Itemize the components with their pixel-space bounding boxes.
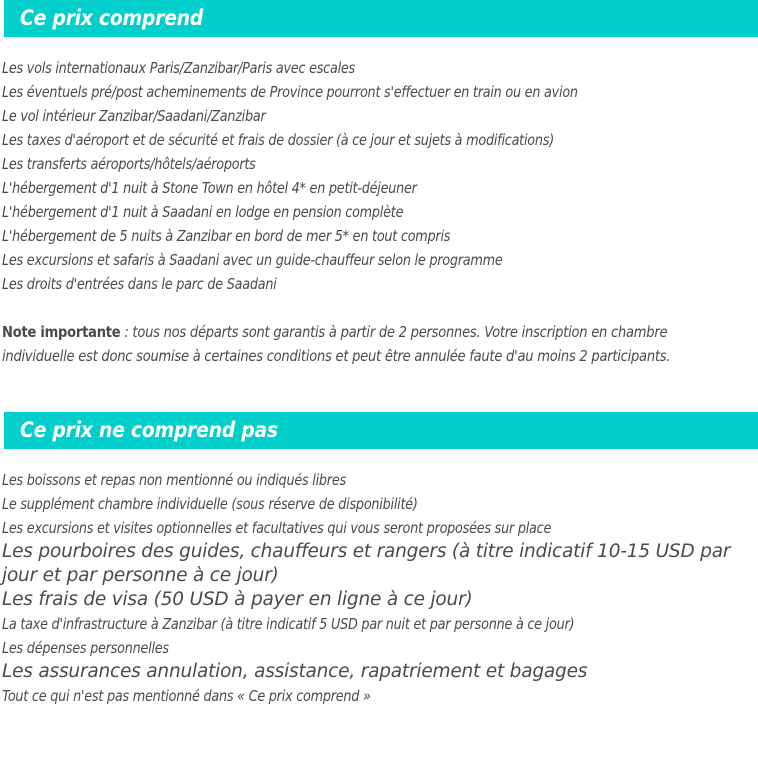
list-item: L'hébergement d'1 nuit à Saadani en lodge en pension complète bbox=[2, 203, 404, 221]
list-item: Les éventuels pré/post acheminements de Province pourront s'effectuer en train ou en avion bbox=[2, 83, 578, 101]
list-item: L'hébergement de 5 nuits à Zanzibar en bord de mer 5* en tout compris bbox=[2, 227, 451, 245]
section-header-included bbox=[4, 0, 758, 37]
list-item: Les dépenses personnelles bbox=[2, 639, 169, 657]
list-item: Les pourboires des guides, chauffeurs et rangers (à titre indicatif 10-15 USD par jour et par personne à ce jour) bbox=[2, 541, 731, 586]
important-note-lead: Note importante bbox=[2, 323, 121, 341]
spacer bbox=[2, 296, 756, 320]
list-item: Les assurances annulation, assistance, rapatriement et bagages bbox=[2, 661, 588, 682]
list-item: Les excursions et visites optionnelles et facultatives qui vous seront proposées sur place bbox=[2, 519, 552, 537]
section-body-included bbox=[0, 56, 758, 368]
list-item: Les frais de visa (50 USD à payer en ligne à ce jour) bbox=[2, 589, 473, 610]
important-note-text: : tous nos départs sont garantis à partir de 2 personnes. Votre inscription en chambre individuelle est donc soumise à certaines conditions et peut être annulée faute d'au moins 2 participants. bbox=[2, 323, 671, 365]
spacer bbox=[0, 368, 758, 412]
section-header-excluded bbox=[4, 412, 758, 449]
list-item: Tout ce qui n'est pas mentionné dans « Ce prix comprend » bbox=[2, 687, 371, 705]
list-item: L'hébergement d'1 nuit à Stone Town en hôtel 4* en petit-déjeuner bbox=[2, 179, 417, 197]
list-item: Les vols internationaux Paris/Zanzibar/Paris avec escales bbox=[2, 59, 355, 77]
list-item: Les excursions et safaris à Saadani avec un guide-chauffeur selon le programme bbox=[2, 251, 503, 269]
list-item: La taxe d'infrastructure à Zanzibar (à titre indicatif 5 USD par nuit et par personne à ce jour) bbox=[2, 615, 575, 633]
list-item: Les taxes d'aéroport et de sécurité et frais de dossier (à ce jour et sujets à modifications) bbox=[2, 131, 554, 149]
list-item: Les transferts aéroports/hôtels/aéroports bbox=[2, 155, 256, 173]
spacer bbox=[0, 37, 758, 56]
section-title-excluded: Ce prix ne comprend pas bbox=[20, 418, 278, 442]
list-item: Les droits d'entrées dans le parc de Saadani bbox=[2, 275, 277, 293]
list-item: Le vol intérieur Zanzibar/Saadani/Zanzibar bbox=[2, 107, 266, 125]
list-item: Les boissons et repas non mentionné ou indiqués libres bbox=[2, 471, 346, 489]
list-item: Le supplément chambre individuelle (sous réserve de disponibilité) bbox=[2, 495, 418, 513]
section-title-included: Ce prix comprend bbox=[20, 6, 204, 30]
section-body-excluded bbox=[0, 468, 758, 708]
important-note bbox=[2, 320, 718, 368]
spacer bbox=[0, 449, 758, 468]
